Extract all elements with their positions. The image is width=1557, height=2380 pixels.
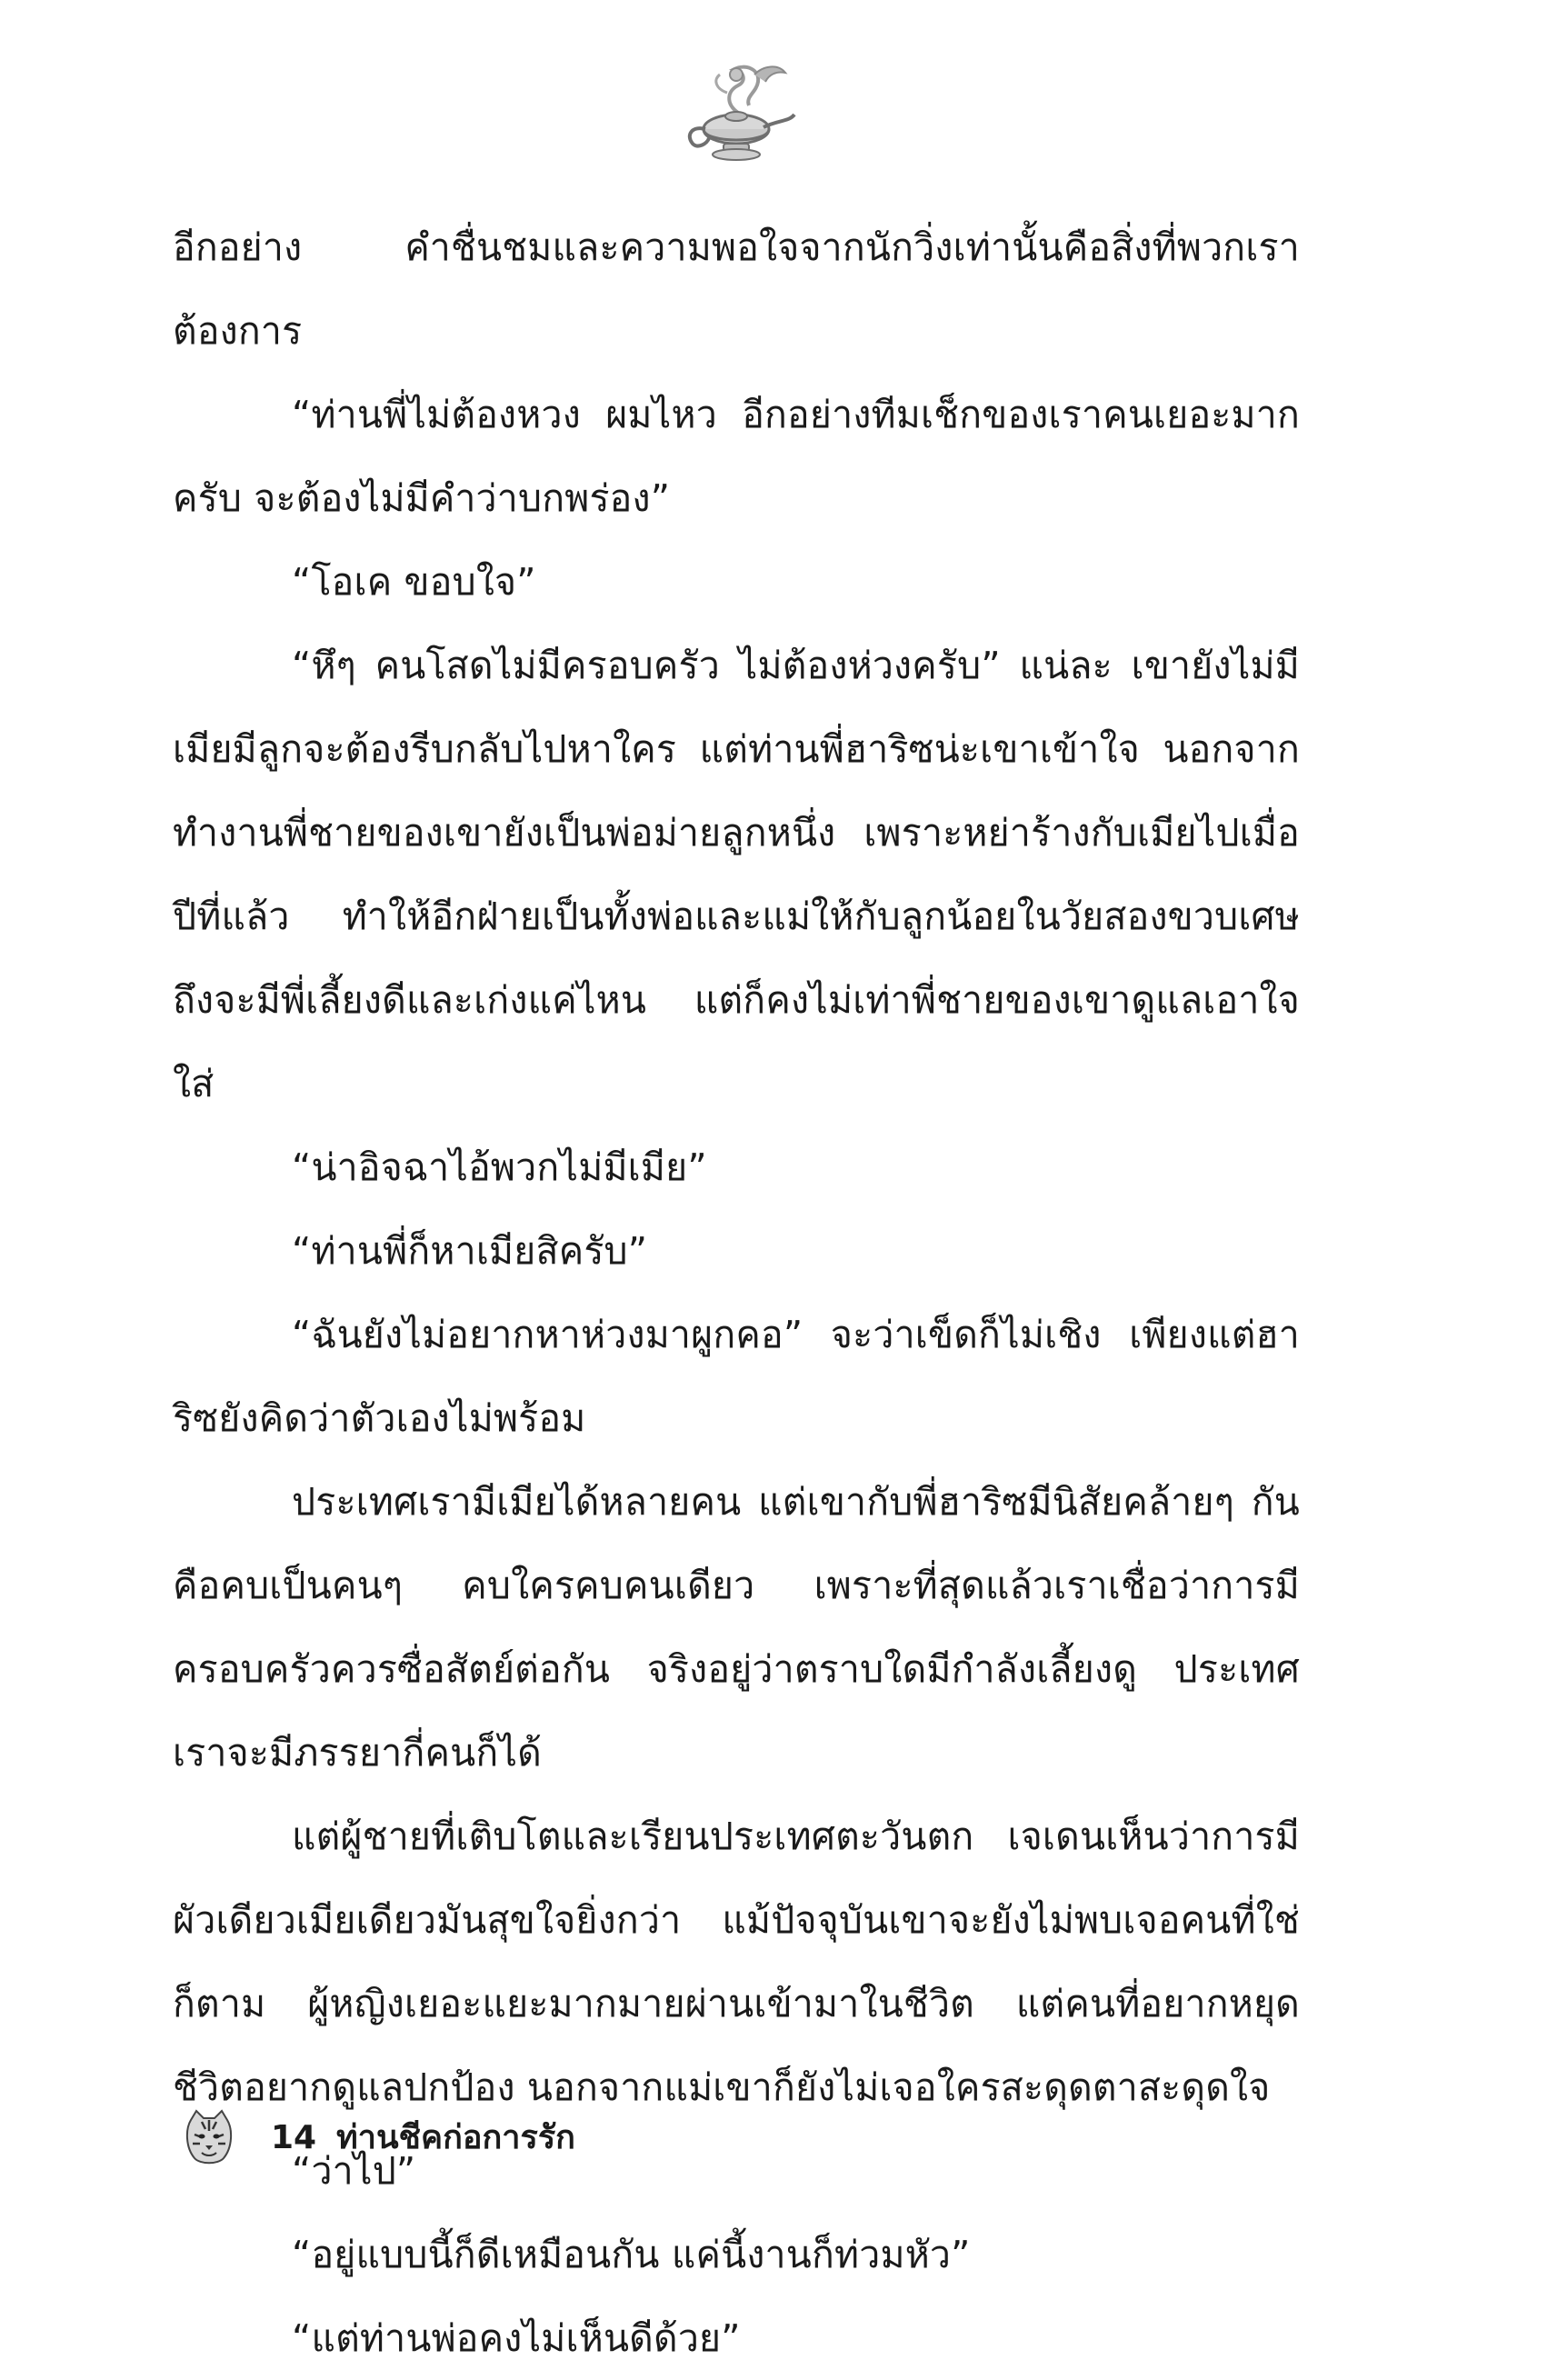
tiger-head-icon [182, 2107, 236, 2167]
genie-lamp-icon [673, 56, 800, 164]
paragraph: “ท่านพี่ก็หาเมียสิครับ” [292, 1229, 648, 1273]
paragraph: “แต่ท่านพ่อคงไม่เห็นดีด้วย” [292, 2316, 741, 2360]
paragraph: “หึๆ คนโสดไม่มีครอบครัว ไม่ต้องห่วงครับ” แน่ละ เขายังไม่มีเมียมีลูกจะต้องรีบกลับไปหาใคร แต่ท่านพี่ฮาริซน่ะเขาเข้าใจ นอกจากทำงานพี่ชายของเขายังเป็นพ่อม่ายลูกหนึ่ง เพราะหย่าร้างกับเมียไปเมื่อปีที่แล้ว ทำให้อีกฝ่ายเป็นทั้งพ่อและแม่ให้กับลูกน้อยในวัยสองขวบเศษ ถึงจะมีพี่เลี้ยงดีและเก่งแค่ไหน แต่ก็คงไม่เท่าพี่ชายของเขาดูแลเอาใจใส่ [173, 644, 1300, 1105]
paragraph: “ท่านพี่ไม่ต้องหวง ผมไหว อีกอย่างทีมเช็กของเราคนเยอะมากครับ จะต้องไม่มีคำว่าบกพร่อง” [173, 393, 1300, 520]
story-text [173, 205, 1300, 2380]
book-title: ท่านชีคก่อการรัก [336, 2119, 575, 2156]
paragraph: ประเทศเรามีเมียได้หลายคน แต่เขากับพี่ฮาริซมีนิสัยคล้ายๆ กัน คือคบเป็นคนๆ คบใครคบคนเดียว เพราะที่สุดแล้วเราเชื่อว่าการมีครอบครัวควรซื่อสัตย์ต่อกัน จริงอยู่ว่าตราบใดมีกำลังเลี้ยงดู ประเทศเราจะมีภรรยากี่คนก็ได้ [173, 1480, 1300, 1775]
paragraph: “อยู่แบบนี้ก็ดีเหมือนกัน แค่นี้งานก็ท่วมหัว” [292, 2233, 971, 2276]
page-footer [182, 2107, 909, 2180]
paragraph: “ว่าไป” [292, 2149, 416, 2193]
paragraph: “ฉันยังไม่อยากหาห่วงมาผูกคอ” จะว่าเข็ดก็ไม่เชิง เพียงแต่ฮาริซยังคิดว่าตัวเองไม่พร้อม [173, 1313, 1300, 1440]
paragraph: อีกอย่าง คำชื่นชมและความพอใจจากนักวิ่งเท่านั้นคือสิ่งที่พวกเราต้องการ [173, 225, 1300, 353]
page-number: 14 [271, 2119, 317, 2156]
paragraph: “น่าอิจฉาไอ้พวกไม่มีเมีย” [292, 1145, 707, 1189]
paragraph: “โอเค ขอบใจ” [292, 560, 536, 604]
paragraph: แต่ผู้ชายที่เติบโตและเรียนประเทศตะวันตก เจเดนเห็นว่าการมีผัวเดียวเมียเดียวมันสุขใจยิ่งกว่า แม้ปัจจุบันเขาจะยังไม่พบเจอคนที่ใช่ก็ตาม ผู้หญิงเยอะแยะมากมายผ่านเข้ามาในชีวิต แต่คนที่อยากหยุดชีวิตอยากดูแลปกป้อง นอกจากแม่เขาก็ยังไม่เจอใครสะดุดตาสะดุดใจ [173, 1815, 1300, 2109]
